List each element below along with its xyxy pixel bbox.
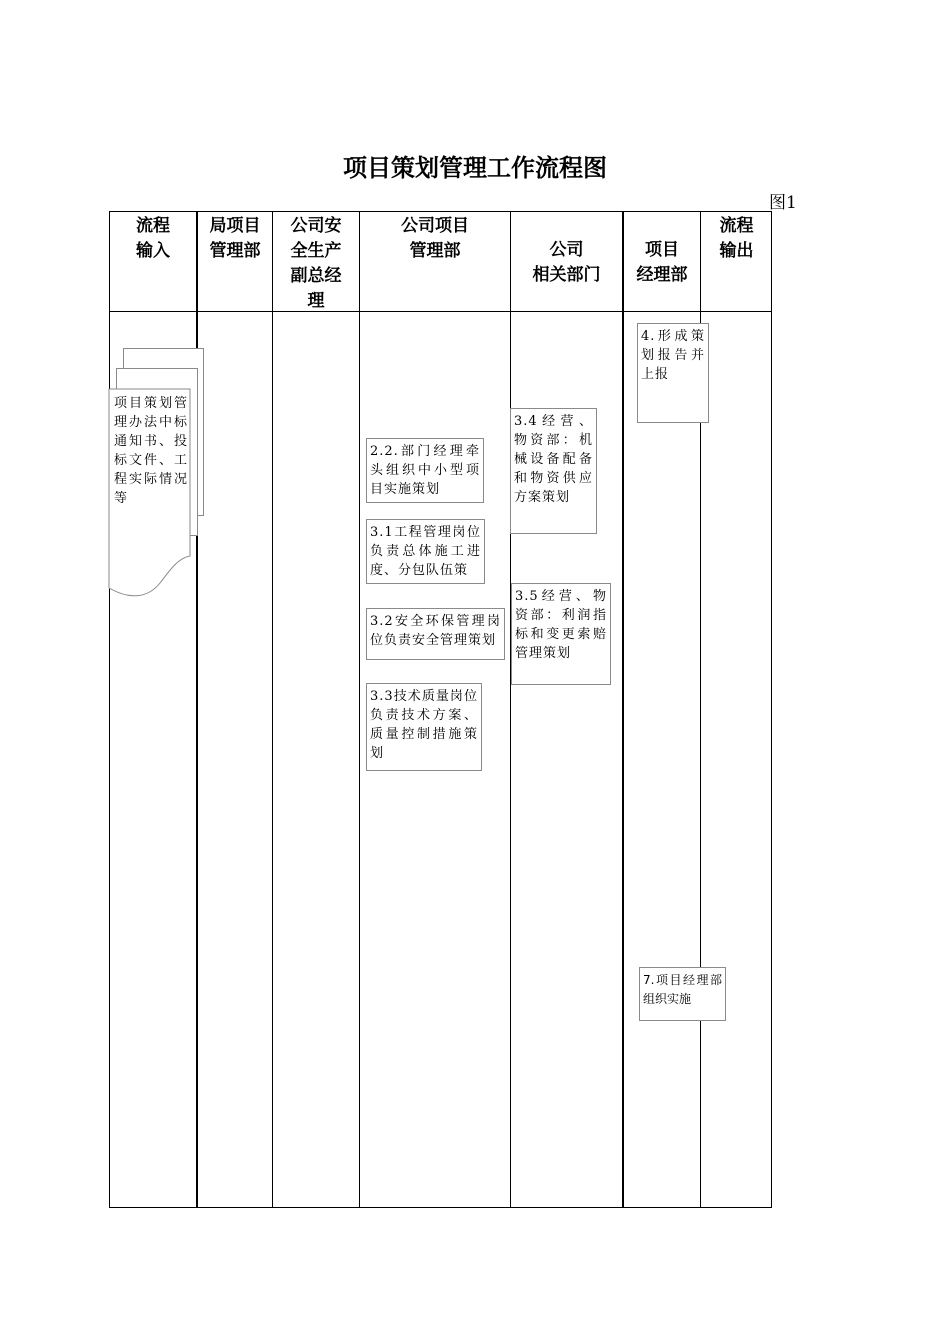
node-2-2-dept-manager-planning: 2.2.部门经理牵头组织中小型项目实施策划 (366, 438, 484, 503)
header-project-manager-dept: 项目 经理部 (636, 240, 688, 285)
header-process-output: 流程 输出 (719, 216, 754, 261)
header-safety-vp: 公司安 全生产 副总经 理 (290, 216, 342, 311)
node-4-form-planning-report: 4.形成策划报告并上报 (637, 323, 709, 423)
node-3-2-safety-planning: 3.2安全环保管理岗位负责安全管理策划 (366, 608, 505, 660)
lane-divider-4 (510, 211, 511, 1208)
lane-divider-3 (359, 211, 360, 1208)
header-company-project-dept: 公司项目 管理部 (401, 216, 469, 261)
figure-label: 图1 (769, 193, 797, 213)
node-3-1-engineering-schedule: 3.1工程管理岗位负责总体施工进度、分包队伍策 (366, 519, 485, 584)
header-process-input: 流程 输入 (136, 216, 170, 261)
node-3-4-equipment-materials: 3.4经营、物资部：机械设备配备和物资供应方案策划 (510, 408, 597, 534)
node-7-project-implementation: 7.项目经理部组织实施 (639, 967, 726, 1021)
node-3-3-technical-quality: 3.3技术质量岗位负责技术方案、质量控制措施策划 (366, 683, 482, 771)
lane-divider-5 (622, 211, 624, 1208)
input-documents-text: 项目策划管理办法中标通知书、投标文件、工程实际情况等 (114, 396, 188, 506)
header-divider (109, 311, 772, 312)
header-related-depts: 公司 相关部门 (532, 240, 601, 285)
page-title: 项目策划管理工作流程图 (343, 153, 607, 182)
header-bureau-project-dept: 局项目 管理部 (209, 216, 261, 261)
lane-divider-2 (272, 211, 273, 1208)
node-3-5-profit-claims: 3.5经营、物资部：利润指标和变更索赔管理策划 (511, 583, 611, 685)
